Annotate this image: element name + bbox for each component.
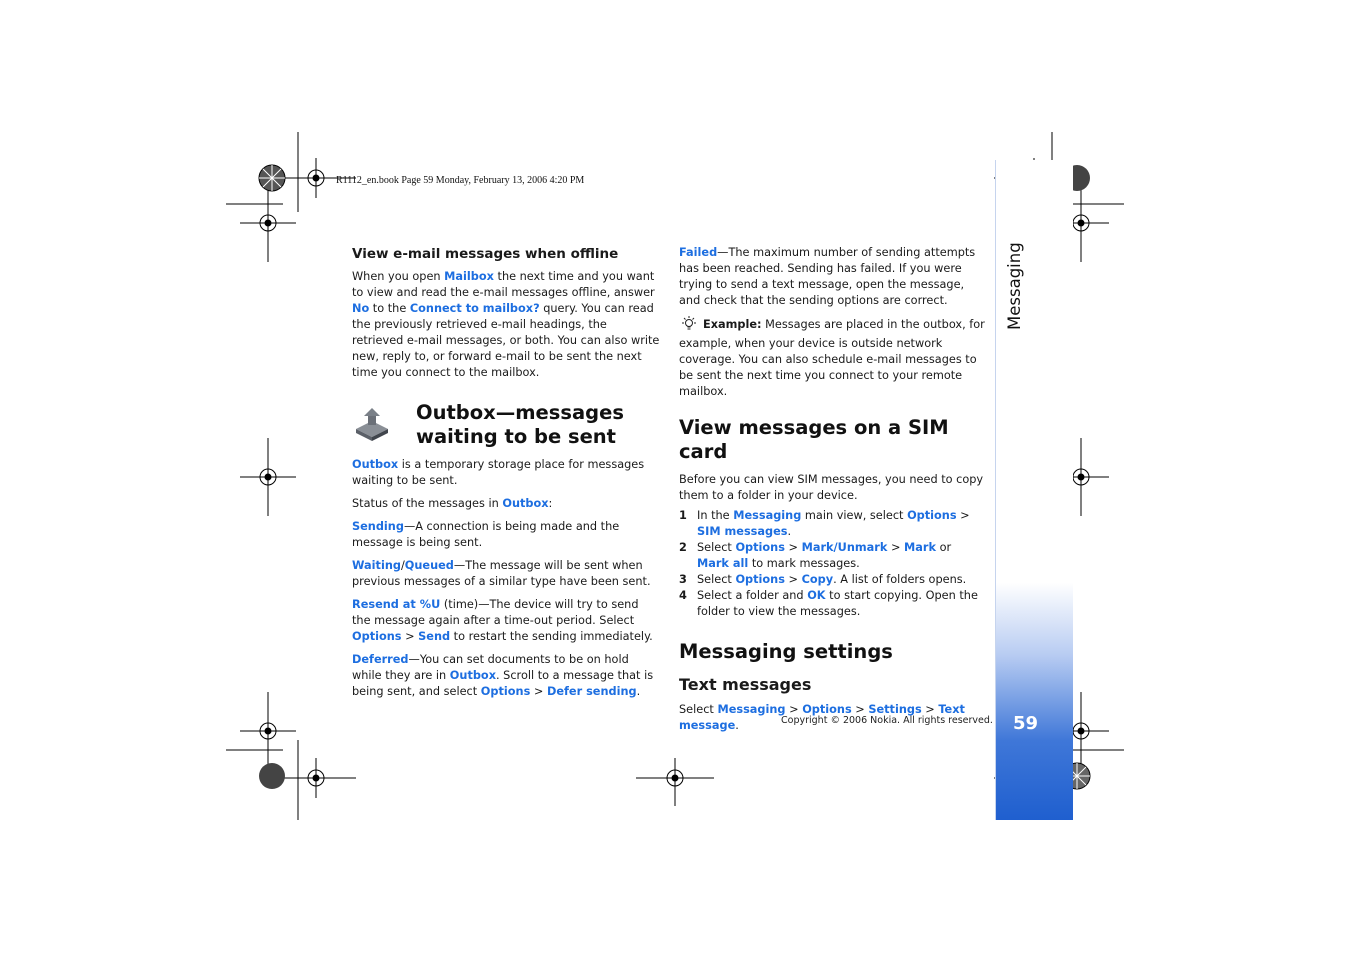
sim-intro: Before you can view SIM messages, you need to copy them to a folder in your device.	[679, 473, 984, 502]
status-resend: Resend at %U (time)—The device will try to send the message again after a time-out period. Select Options > Send to restart the sending immediately.	[352, 598, 653, 643]
step-text: Select a folder and OK to start copying. Open the folder to view the messages.	[697, 589, 978, 618]
kw-mailbox: Mailbox	[444, 270, 494, 283]
status-waiting: Waiting/Queued—The message will be sent when previous messages of a similar type have been sent.	[352, 559, 651, 588]
sim-step	[679, 540, 985, 572]
status-deferred: Deferred—You can set documents to be on hold while they are in Outbox. Scroll to a message that is being sent, and select Options > Defer sending.	[352, 653, 654, 698]
status-failed: Failed—The maximum number of sending attempts has been reached. Sending has failed. If you were trying to send a text message, open the message, and check that the sending options are correct.	[679, 246, 976, 307]
offline-heading: View e-mail messages when offline	[352, 246, 619, 262]
outbox-intro: Outbox is a temporary storage place for messages waiting to be sent.	[352, 458, 645, 487]
outbox-status-intro: Status of the messages in Outbox:	[352, 497, 553, 510]
status-sending: Sending—A connection is being made and the message is being sent.	[352, 520, 620, 549]
sim-steps-list	[679, 508, 985, 620]
step-text: In the Messaging main view, select Options > SIM messages.	[697, 509, 970, 538]
step-text: Select Options > Mark/Unmark > Mark or Mark all to mark messages.	[697, 541, 952, 570]
step-text: Select Options > Copy. A list of folders opens.	[697, 573, 967, 586]
copyright: Copyright © 2006 Nokia. All rights reserved.	[781, 715, 993, 726]
step-number: 3	[679, 573, 687, 586]
sim-step	[679, 572, 985, 588]
step-number: 2	[679, 541, 687, 554]
chapter-tab-label: Messaging	[1005, 242, 1024, 330]
print-header: R1112_en.book Page 59 Monday, February 13, 2006 4:20 PM	[336, 175, 585, 186]
page-number: 59	[1013, 713, 1039, 734]
outbox-heading: Outbox—messages waiting to be sent	[416, 401, 624, 448]
offline-paragraph: When you open Mailbox the next time and you want to view and read the e-mail messages offline, answer No to the Connect to mailbox? query. You can read the previously retrieved e-mail headings, the retrieved e-mail messages, or both. You can also write new, reply to, or forward e-mail to be sent the next time you connect to the mailbox.	[352, 270, 660, 379]
right-column	[679, 245, 985, 741]
kw-no: No	[352, 302, 370, 315]
sim-heading: View messages on a SIM card	[679, 416, 949, 463]
sim-step	[679, 588, 985, 620]
settings-heading: Messaging settings	[679, 640, 893, 663]
outbox-section-head	[352, 401, 660, 457]
outbox-upload-icon	[352, 401, 416, 446]
lightbulb-tip-icon	[679, 316, 699, 336]
kw-connect-to-mailbox: Connect to mailbox?	[409, 302, 540, 315]
example-tip: Example: Messages are placed in the outbox, for example, when your device is outside network coverage. You can also schedule e-mail messages to be sent the next time you connect to your remote mailbox.	[679, 318, 985, 398]
text-messages-path: Select Messaging > Options > Settings > Text message.	[679, 703, 965, 732]
left-column	[352, 245, 660, 707]
text-messages-heading: Text messages	[679, 675, 812, 694]
step-number: 4	[679, 589, 687, 602]
sim-step	[679, 508, 985, 540]
step-number: 1	[679, 509, 687, 522]
